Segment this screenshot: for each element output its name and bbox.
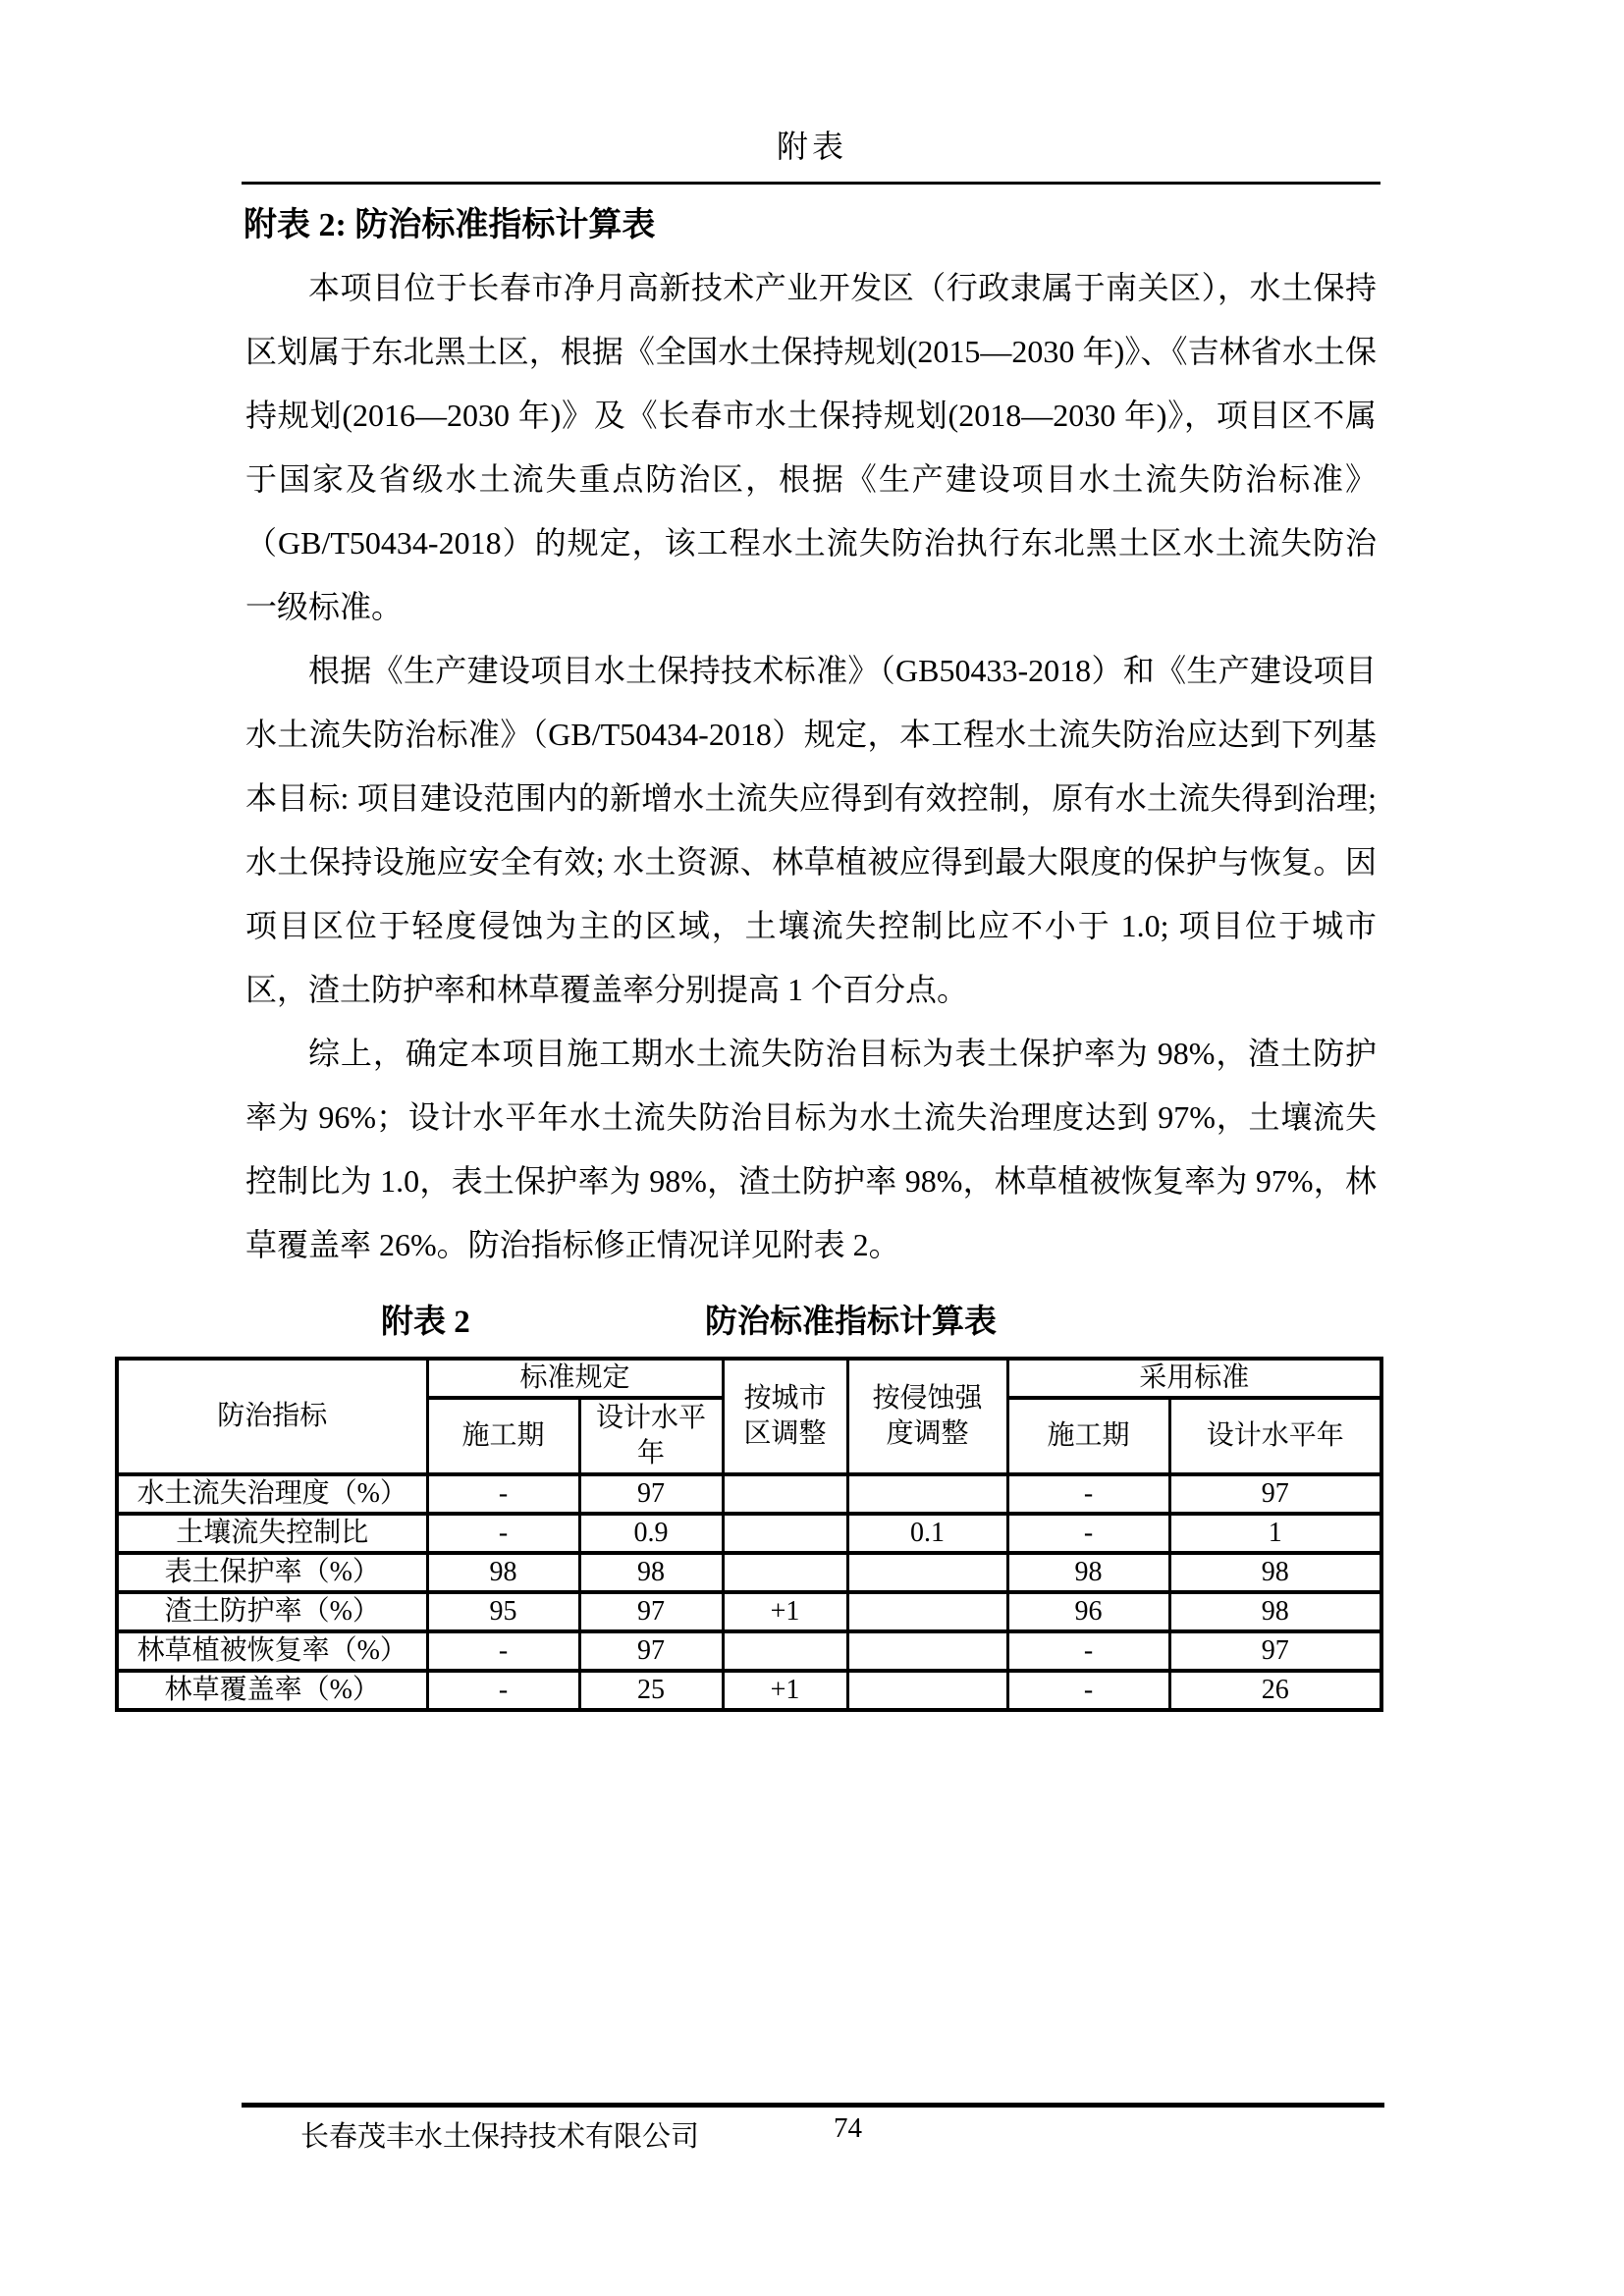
col-header-erosion-adjust: 按侵蚀强度调整 <box>847 1359 1007 1474</box>
col-group-standard: 标准规定 <box>427 1359 723 1398</box>
paragraph-basic-goals: 根据《生产建设项目水土保持技术标准》（GB50433-2018）和《生产建设项目水土流失防治标准》（GB/T50434-2018）规定，本工程水土流失防治应达到下列基本目标: 项目建设范围内的新增水土流失应得到有效控制，原有水土流失得到治理; 水土保持设施应安全有效; 水土资源、林草植被应得到最大限度的保护与恢复。因项目区位于轻度侵蚀为主的区域，土壤流失控制比应不小于 1.0; 项目位于城市区，渣土防护率和林草覆盖率分别提高 1 个百分点。 <box>245 653 1377 1007</box>
value-cell: 98 <box>579 1553 723 1592</box>
footer-page-number: 74 <box>834 2112 862 2144</box>
indicator-cell: 林草植被恢复率（%） <box>117 1631 427 1671</box>
value-cell: - <box>427 1671 579 1710</box>
value-cell: 97 <box>579 1631 723 1671</box>
value-cell: - <box>1007 1631 1169 1671</box>
section-heading: 附表 2: 防治标准指标计算表 <box>244 207 656 243</box>
value-cell <box>723 1631 847 1671</box>
value-cell: 98 <box>1007 1553 1169 1592</box>
table-caption-title: 防治标准指标计算表 <box>705 1305 997 1340</box>
value-cell: 97 <box>579 1474 723 1514</box>
paragraph-location-standards: 本项目位于长春市净月高新技术产业开发区（行政隶属于南关区），水土保持区划属于东北黑土区，根据《全国水土保持规划(2015—2030 年)》、《吉林省水土保持规划(2016—2030 年)》及《长春市水土保持规划(2018—2030 年)》，项目区不属于国家及省级水土流失重点防治区，根据《生产建设项目水土流失防治标准》（GB/T50434-2018）的规定，该工程水土流失防治执行东北黑土区水土流失防治一级标准。 <box>245 270 1377 624</box>
value-cell: 97 <box>1169 1631 1381 1671</box>
value-cell: - <box>427 1474 579 1514</box>
header-rule <box>242 182 1380 185</box>
value-cell <box>847 1631 1007 1671</box>
value-cell <box>723 1553 847 1592</box>
value-cell <box>847 1592 1007 1631</box>
value-cell: 0.9 <box>579 1514 723 1553</box>
table-row <box>117 1474 1381 1514</box>
value-cell: - <box>427 1631 579 1671</box>
value-cell <box>723 1474 847 1514</box>
table-caption-label: 附表 2 <box>381 1305 470 1340</box>
value-cell: 98 <box>1169 1592 1381 1631</box>
value-cell <box>847 1553 1007 1592</box>
indicator-cell: 林草覆盖率（%） <box>117 1671 427 1710</box>
value-cell: 98 <box>1169 1553 1381 1592</box>
table-header-row-groups <box>117 1359 1381 1398</box>
footer-company: 长春茂丰水土保持技术有限公司 <box>300 2121 700 2153</box>
value-cell: 26 <box>1169 1671 1381 1710</box>
table-row <box>117 1671 1381 1710</box>
value-cell: 97 <box>579 1592 723 1631</box>
col-header-standard-design-year: 设计水平年 <box>579 1398 723 1474</box>
col-group-adopted: 采用标准 <box>1007 1359 1381 1398</box>
col-header-indicator: 防治指标 <box>117 1359 427 1474</box>
indicator-cell: 渣土防护率（%） <box>117 1592 427 1631</box>
table-row <box>117 1631 1381 1671</box>
value-cell: 1 <box>1169 1514 1381 1553</box>
col-header-adopted-construction: 施工期 <box>1007 1398 1169 1474</box>
table-row <box>117 1514 1381 1553</box>
indicator-cell: 表土保护率（%） <box>117 1553 427 1592</box>
value-cell: +1 <box>723 1671 847 1710</box>
body-text <box>245 256 1377 1277</box>
indicator-cell: 水土流失治理度（%） <box>117 1474 427 1514</box>
value-cell: 0.1 <box>847 1514 1007 1553</box>
running-head: 附表 <box>776 129 847 164</box>
value-cell: +1 <box>723 1592 847 1631</box>
value-cell: - <box>1007 1514 1169 1553</box>
value-cell: 97 <box>1169 1474 1381 1514</box>
footer-rule <box>242 2103 1384 2108</box>
value-cell: 96 <box>1007 1592 1169 1631</box>
table-row <box>117 1553 1381 1592</box>
col-header-city-adjust: 按城市区调整 <box>723 1359 847 1474</box>
table-row <box>117 1592 1381 1631</box>
value-cell: - <box>1007 1474 1169 1514</box>
value-cell: - <box>427 1514 579 1553</box>
value-cell: 95 <box>427 1592 579 1631</box>
value-cell: - <box>1007 1671 1169 1710</box>
indicator-cell: 土壤流失控制比 <box>117 1514 427 1553</box>
value-cell <box>847 1474 1007 1514</box>
col-header-adopted-design-year: 设计水平年 <box>1169 1398 1381 1474</box>
value-cell <box>723 1514 847 1553</box>
value-cell <box>847 1671 1007 1710</box>
col-header-standard-construction: 施工期 <box>427 1398 579 1474</box>
value-cell: 25 <box>579 1671 723 1710</box>
paragraph-target-summary: 综上，确定本项目施工期水土流失防治目标为表土保护率为 98%，渣土防护率为 96%；设计水平年水土流失防治目标为水土流失治理度达到 97%，土壤流失控制比为 1.0，表土保护率为 98%，渣土防护率 98%，林草植被恢复率为 97%，林草覆盖率 26%。防治指标修正情况详见附表 2。 <box>245 1036 1377 1262</box>
prevention-standards-table <box>115 1357 1383 1712</box>
value-cell: 98 <box>427 1553 579 1592</box>
